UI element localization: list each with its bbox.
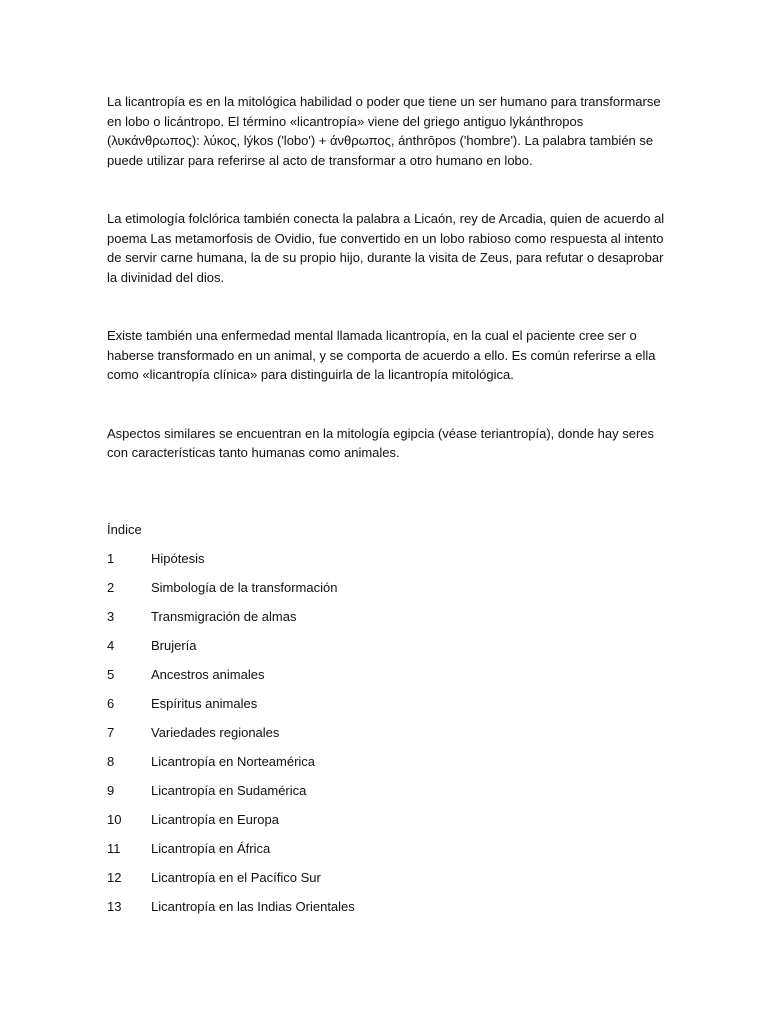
toc-label: Licantropía en el Pacífico Sur [151, 870, 321, 885]
toc-label: Licantropía en Europa [151, 812, 279, 827]
toc-label: Transmigración de almas [151, 609, 297, 624]
toc-item [107, 752, 667, 781]
toc-item [107, 549, 667, 578]
toc-number: 5 [107, 667, 115, 682]
toc-list [107, 549, 667, 926]
toc-label: Variedades regionales [151, 725, 280, 740]
toc-number: 6 [107, 696, 115, 711]
toc-item [107, 781, 667, 810]
paragraph-intro: La licantropía es en la mitológica habilidad o poder que tiene un ser humano para transformarse en lobo o licántropo. El término «licantropía» viene del griego antiguo lykánthropos (λυκάνθρωπος): λύκος, lýkos ('lobo') + άνθρωπος, ánthrōpos ('hombre'). La palabra también se puede utilizar para referirse al acto de transformar a otro humano en lobo. [107, 94, 661, 168]
toc-title: Índice [107, 522, 142, 537]
toc-item [107, 810, 667, 839]
toc-label: Simbología de la transformación [151, 580, 338, 595]
toc-label: Ancestros animales [151, 667, 265, 682]
toc-item [107, 665, 667, 694]
toc-item [107, 694, 667, 723]
toc-number: 8 [107, 754, 115, 769]
toc-number: 3 [107, 609, 115, 624]
toc-number: 7 [107, 725, 115, 740]
toc-label: Licantropía en Norteamérica [151, 754, 316, 769]
toc-number: 12 [107, 870, 122, 885]
toc-item [107, 578, 667, 607]
toc-label: Espíritus animales [151, 696, 258, 711]
paragraph-egyptian: Aspectos similares se encuentran en la mitología egipcia (véase teriantropía), donde hay seres con características tanto humanas como animales. [107, 425, 655, 460]
toc-number: 1 [107, 551, 115, 566]
toc-label: Licantropía en las Indias Orientales [151, 899, 355, 914]
document-body [107, 92, 667, 463]
paragraph-clinical: Existe también una enfermedad mental llamada licantropía, en la cual el paciente cree ser o haberse transformado en un animal, y se comporta de acuerdo a ello. Es común referirse a ella como «licantropía clínica» para distinguirla de la licantropía mitológica. [107, 328, 656, 382]
toc-item [107, 868, 667, 897]
toc-number: 2 [107, 580, 115, 595]
toc-label: Hipótesis [151, 551, 205, 566]
toc-number: 13 [107, 899, 122, 914]
table-of-contents [107, 520, 667, 926]
toc-number: 10 [107, 812, 122, 827]
toc-label: Brujería [151, 638, 197, 653]
toc-label: Licantropía en Sudamérica [151, 783, 307, 798]
toc-number: 9 [107, 783, 115, 798]
toc-item [107, 636, 667, 665]
toc-number: 4 [107, 638, 115, 653]
toc-number: 11 [107, 841, 121, 856]
toc-item [107, 839, 667, 868]
toc-item [107, 723, 667, 752]
toc-label: Licantropía en África [151, 841, 271, 856]
toc-item [107, 897, 667, 926]
toc-item [107, 607, 667, 636]
paragraph-etymology: La etimología folclórica también conecta la palabra a Licaón, rey de Arcadia, quien de acuerdo al poema Las metamorfosis de Ovidio, fue convertido en un lobo rabioso como respuesta al intento de servir carne humana, la de su propio hijo, durante la visita de Zeus, para refutar o desaprobar la divinidad del dios. [107, 211, 665, 285]
